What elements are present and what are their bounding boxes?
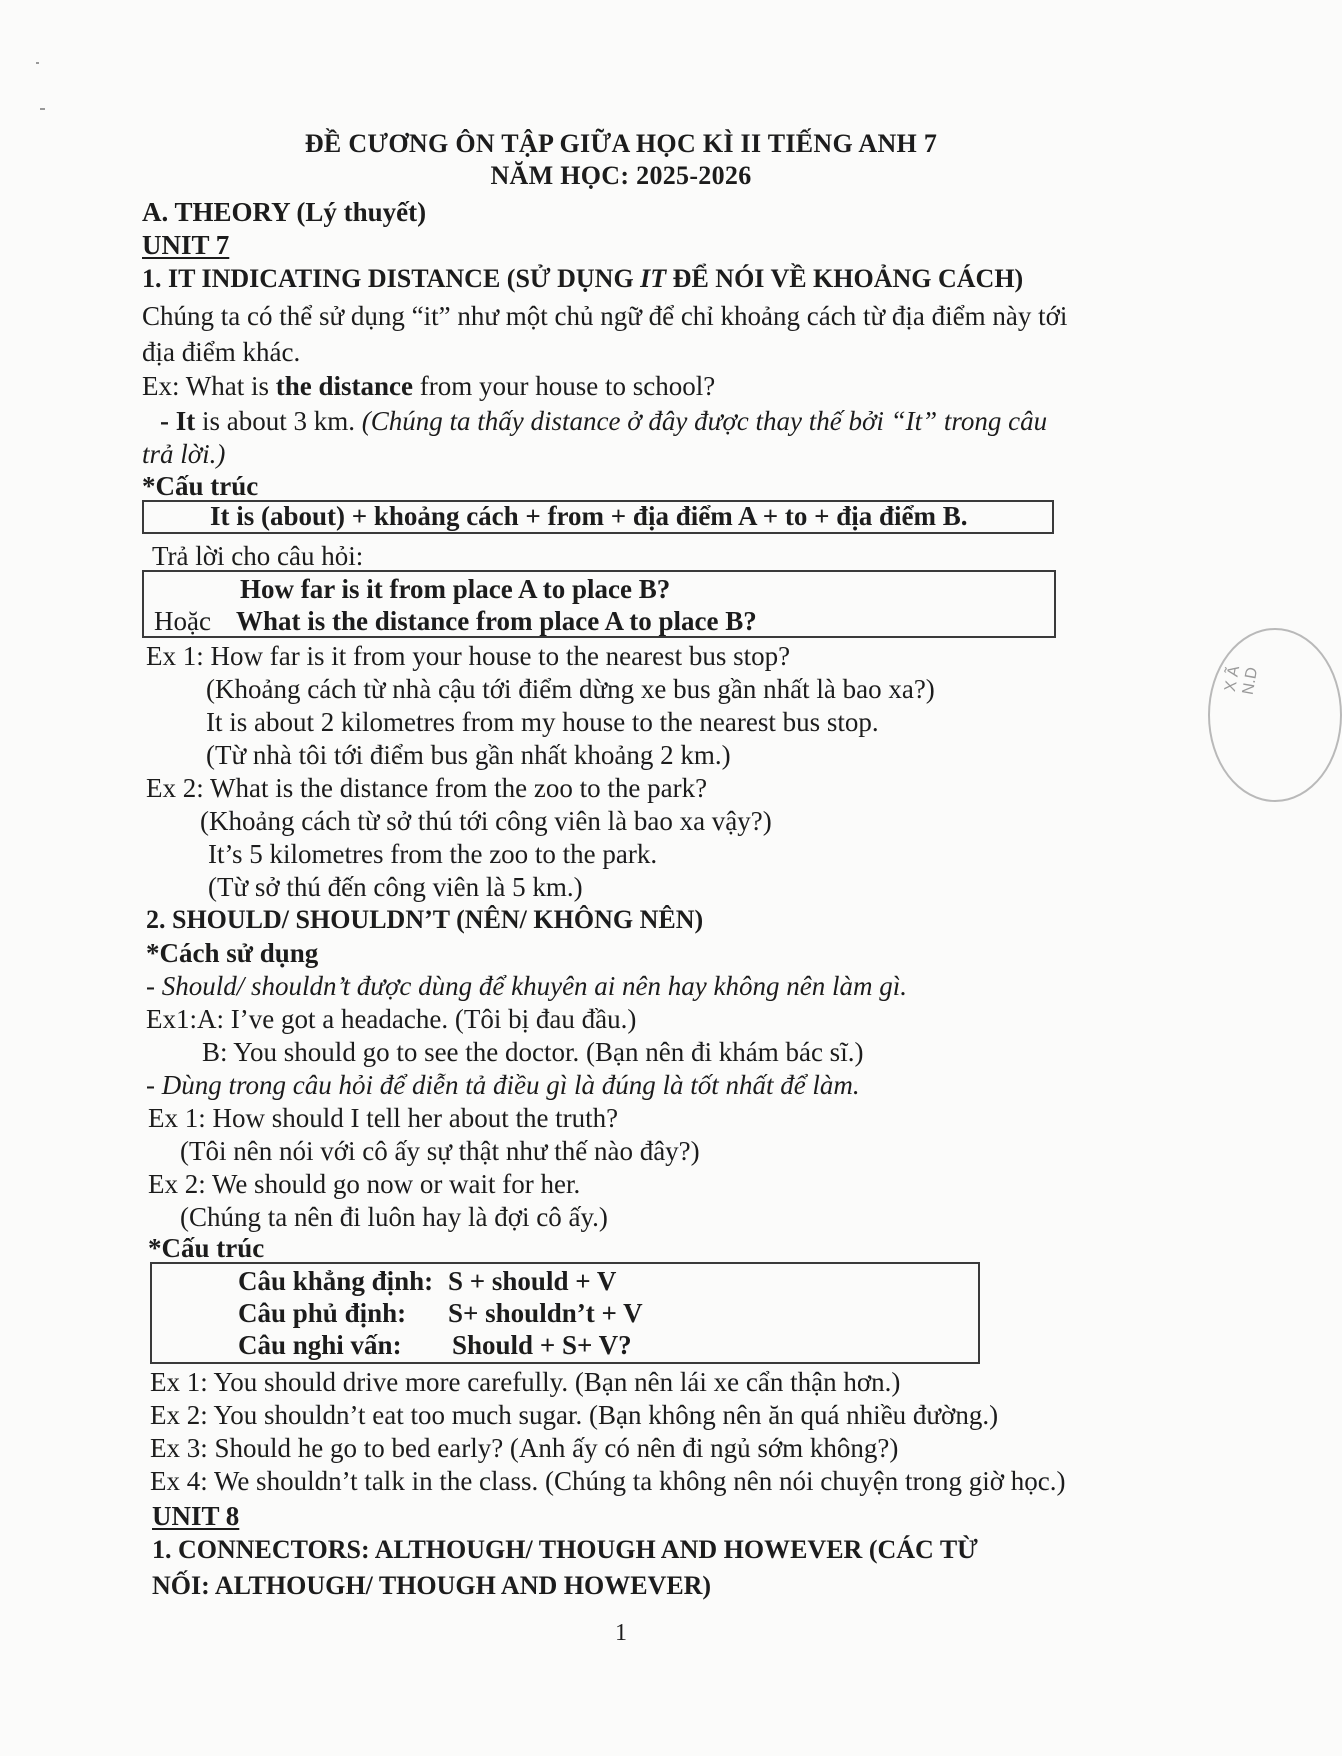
- structure-label: *Cấu trúc: [142, 471, 259, 501]
- example-line: (Khoảng cách từ sở thú tới công viên là bao xa vậy?): [200, 806, 772, 836]
- example-line: It is about 2 kilometres from my house to the nearest bus stop.: [206, 707, 879, 737]
- topic-should-heading: 2. SHOULD/ SHOULDN’T (NÊN/ KHÔNG NÊN): [146, 905, 704, 934]
- example-line: Ex 2: What is the distance from the zoo to the park?: [146, 773, 708, 803]
- usage-text: - Should/ shouldn’t được dùng để khuyên ai nên hay không nên làm gì.: [146, 971, 907, 1001]
- example-line: It’s 5 kilometres from the zoo to the park.: [208, 839, 658, 869]
- question-label: Câu nghi vấn:: [238, 1330, 402, 1360]
- scan-speck: [40, 108, 45, 110]
- example-line: Ex 2: We should go now or wait for her.: [148, 1169, 581, 1199]
- document-title: ĐỀ CƯƠNG ÔN TẬP GIỮA HỌC KÌ II TIẾNG ANH 7: [304, 129, 938, 158]
- example-line: (Tôi nên nói với cô ấy sự thật như thế nào đây?): [180, 1136, 700, 1166]
- topic-connectors-heading: 1. CONNECTORS: ALTHOUGH/ THOUGH AND HOWEVER (CÁC TỪ: [152, 1535, 978, 1564]
- example-note: trả lời.): [142, 439, 226, 469]
- scan-speck: [36, 62, 39, 64]
- example-line: Ex 3: Should he go to bed early? (Anh ấy có nên đi ngủ sớm không?): [150, 1433, 899, 1463]
- topic-it-distance-heading: 1. IT INDICATING DISTANCE (SỬ DỤNG IT ĐỂ NÓI VỀ KHOẢNG CÁCH): [142, 264, 1024, 293]
- seal-stamp: [1208, 628, 1342, 802]
- example-line: Ex 4: We shouldn’t talk in the class. (Chúng ta không nên nói chuyện trong giờ học.): [150, 1466, 1066, 1496]
- example-line: Ex 2: You shouldn’t eat too much sugar. (Bạn không nên ăn quá nhiều đường.): [150, 1400, 999, 1430]
- answer-for-label: Trả lời cho câu hỏi:: [152, 541, 364, 571]
- example-line: B: You should go to see the doctor. (Bạn nên đi khám bác sĩ.): [202, 1037, 864, 1067]
- example-line: (Từ sở thú đến công viên là 5 km.): [208, 872, 583, 902]
- question-distance: What is the distance from place A to place B?: [236, 606, 757, 636]
- topic-connectors-heading: NỐI: ALTHOUGH/ THOUGH AND HOWEVER): [152, 1571, 712, 1600]
- structure-formula: It is (about) + khoảng cách + from + địa điểm A + to + địa điểm B.: [210, 501, 968, 531]
- structure-label: *Cấu trúc: [148, 1233, 265, 1263]
- affirmative-label: Câu khẳng định:: [238, 1266, 434, 1296]
- unit7-heading: UNIT 7: [142, 230, 230, 260]
- example-line: Ex 1: You should drive more carefully. (Bạn nên lái xe cẩn thận hơn.): [150, 1367, 901, 1397]
- example-line: (Khoảng cách từ nhà cậu tới điểm dừng xe bus gần nhất là bao xa?): [206, 674, 935, 704]
- example-question: Ex: What is the distance from your house to school?: [142, 371, 716, 401]
- intro-text: Chúng ta có thể sử dụng “it” như một chủ ngữ để chỉ khoảng cách từ địa điểm này tới: [142, 301, 1068, 331]
- unit8-heading: UNIT 8: [152, 1501, 240, 1531]
- question-formula: Should + S+ V?: [452, 1330, 632, 1360]
- negative-formula: S+ shouldn’t + V: [448, 1298, 643, 1328]
- section-theory-heading: A. THEORY (Lý thuyết): [142, 197, 427, 227]
- usage-label: *Cách sử dụng: [146, 938, 319, 968]
- example-line: Ex 1: How far is it from your house to the nearest bus stop?: [146, 641, 791, 671]
- page-number: 1: [615, 1620, 627, 1646]
- affirmative-formula: S + should + V: [448, 1266, 617, 1296]
- example-answer: - It is about 3 km. (Chúng ta thấy distance ở đây được thay thế bởi “It” trong câu: [160, 406, 1048, 436]
- intro-text: địa điểm khác.: [142, 337, 301, 367]
- example-line: Ex 1: How should I tell her about the truth?: [148, 1103, 619, 1133]
- question-how-far: How far is it from place A to place B?: [240, 574, 671, 604]
- example-line: (Chúng ta nên đi luôn hay là đợi cô ấy.): [180, 1202, 608, 1232]
- seal-stamp-text: X Ã N.D: [1222, 664, 1262, 697]
- example-line: Ex1:A: I’ve got a headache. (Tôi bị đau đầu.): [146, 1004, 637, 1034]
- example-line: (Từ nhà tôi tới điểm bus gần nhất khoảng 2 km.): [206, 740, 731, 770]
- usage-text: - Dùng trong câu hỏi để diễn tả điều gì là đúng là tốt nhất để làm.: [146, 1070, 860, 1100]
- or-label: Hoặc: [154, 606, 211, 636]
- school-year: NĂM HỌC: 2025-2026: [490, 161, 752, 190]
- negative-label: Câu phủ định:: [238, 1298, 407, 1328]
